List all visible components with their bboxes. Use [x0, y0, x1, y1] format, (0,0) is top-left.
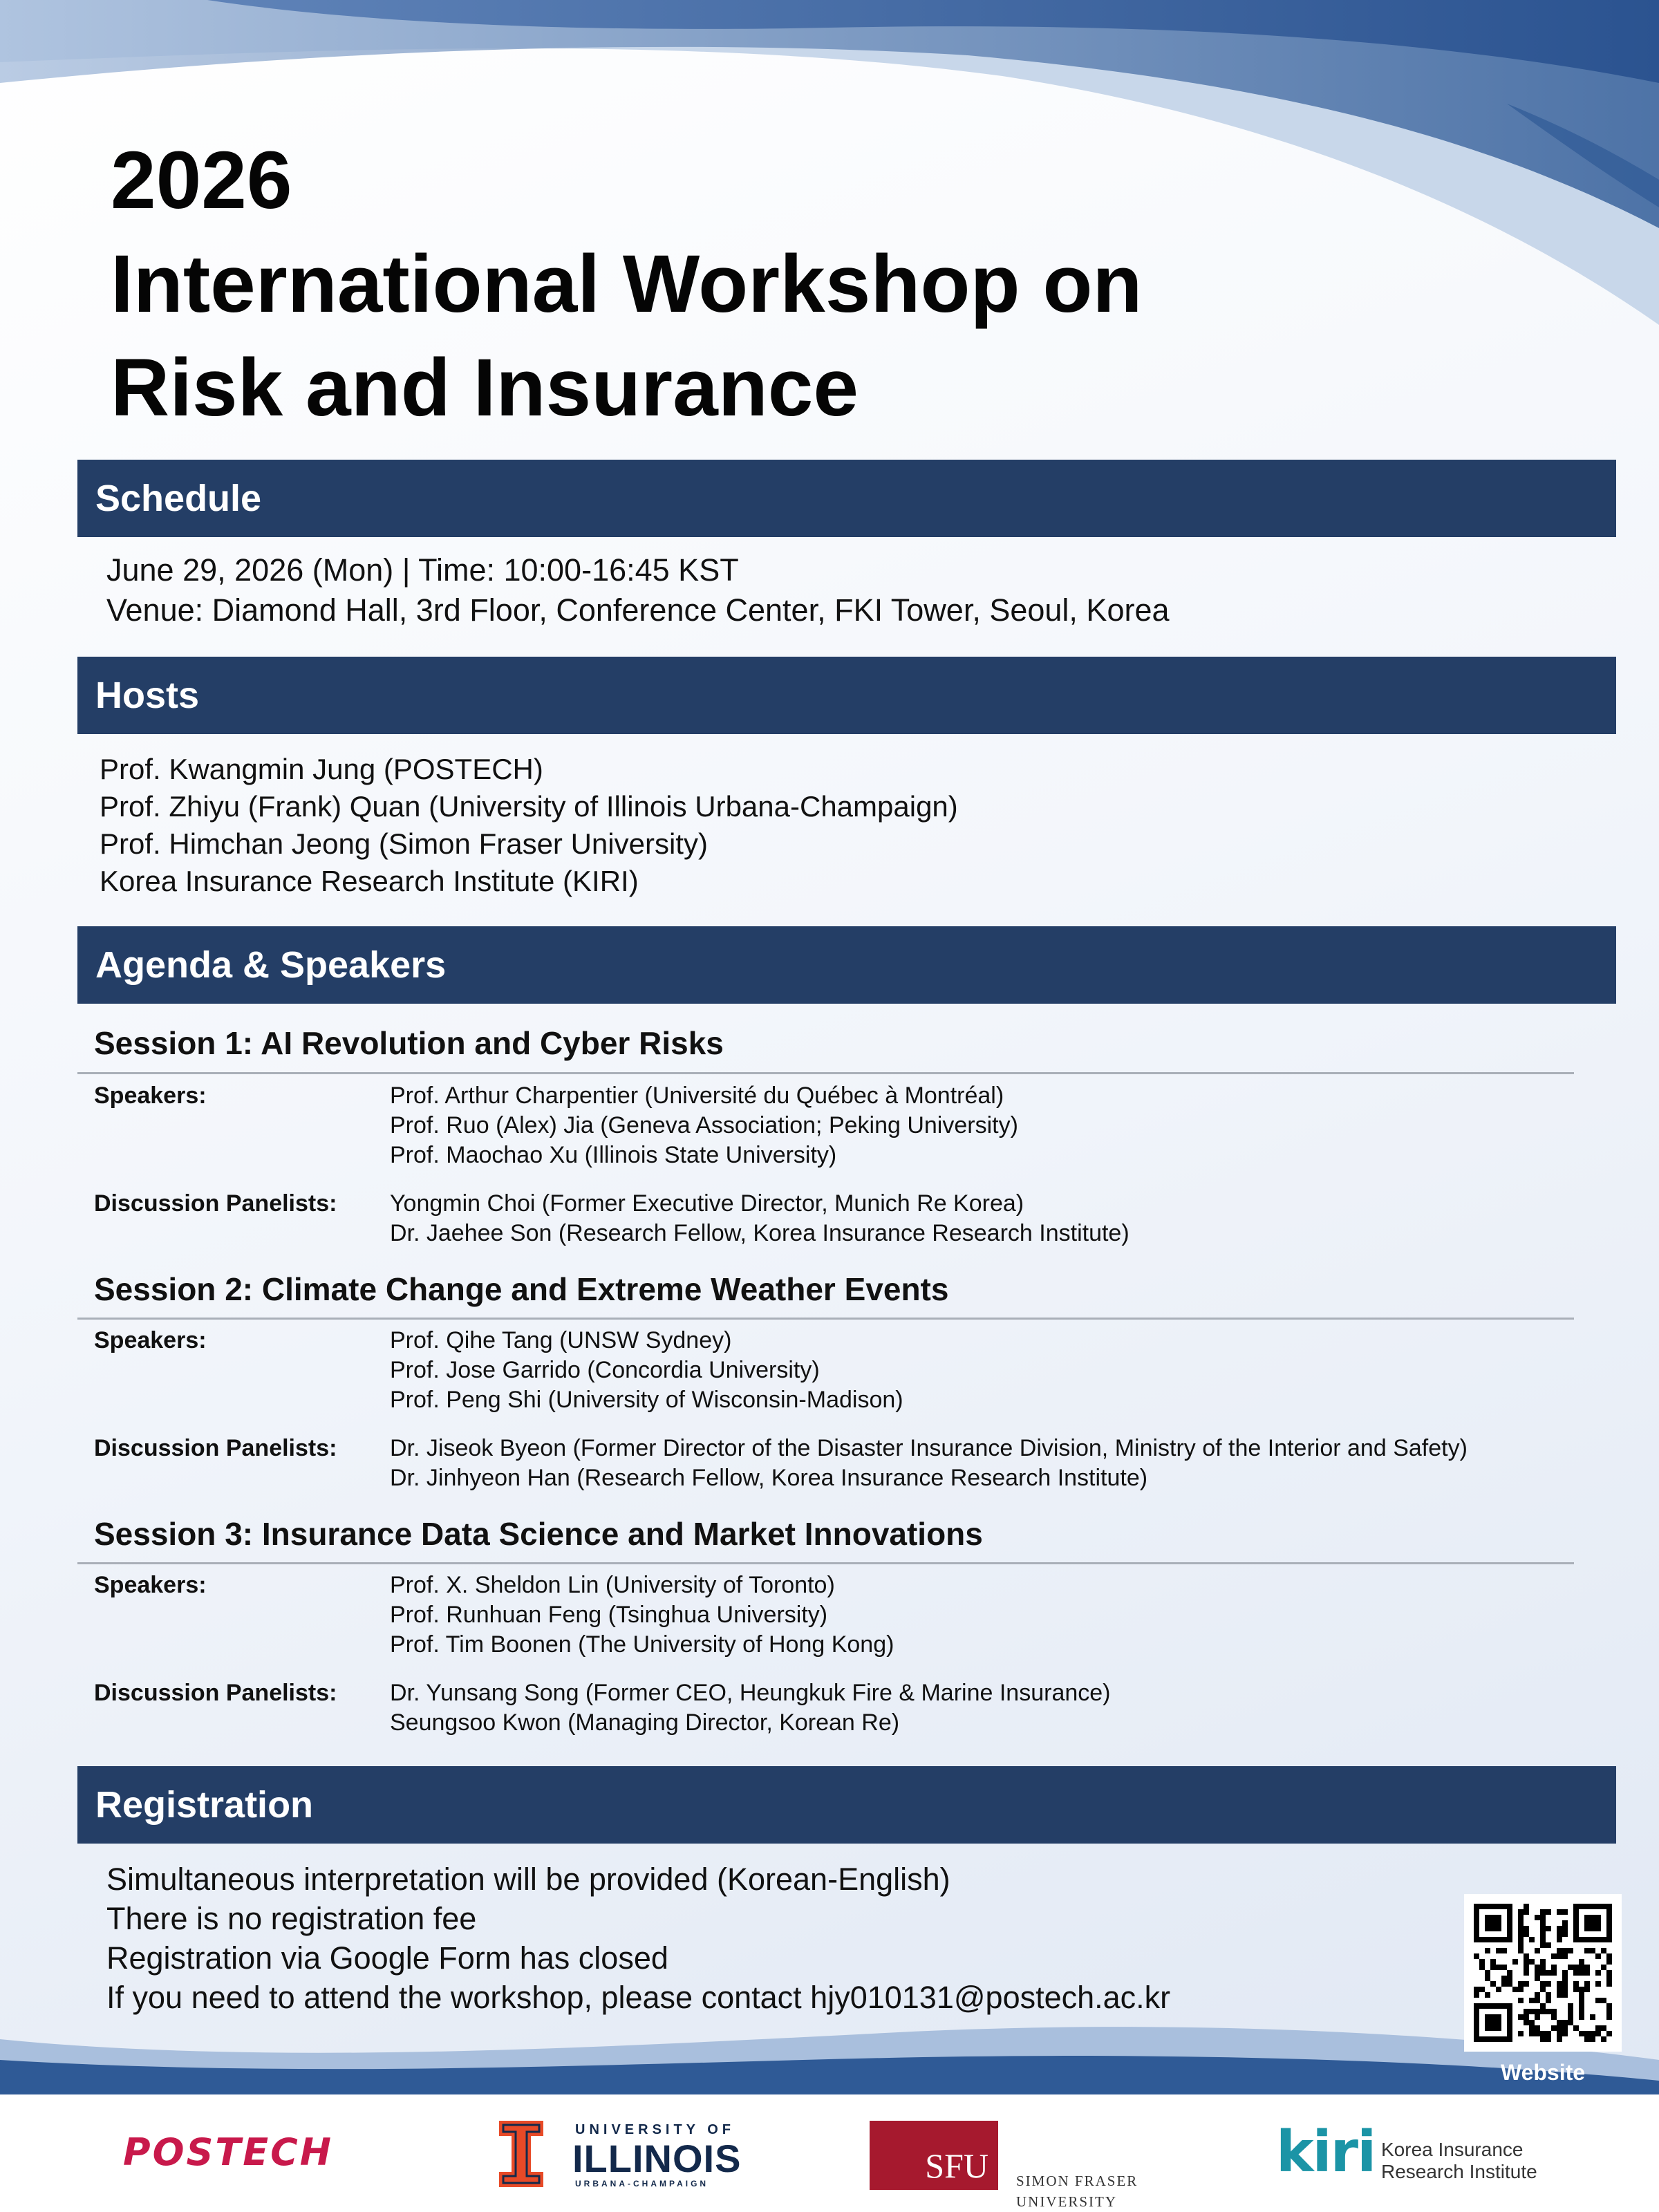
- workshop-title: [111, 129, 1143, 440]
- panelists-label: Discussion Panelists:: [94, 1435, 337, 1461]
- speakers-names: [390, 1081, 1018, 1170]
- speaker: Prof. Tim Boonen (The University of Hong Kong): [390, 1631, 894, 1658]
- host-item: Korea Insurance Research Institute (KIRI): [100, 865, 639, 897]
- sfu-red-block: [870, 2121, 998, 2190]
- session-1-divider: [77, 1072, 1574, 1074]
- postech-logo: POSTECH: [123, 2130, 333, 2174]
- registration-details: [106, 1859, 1170, 2017]
- session-3-title: Session 3: Insurance Data Science and Market Innovations: [94, 1516, 983, 1552]
- speakers-label: Speakers:: [94, 1082, 207, 1109]
- host-item: Prof. Himchan Jeong (Simon Fraser University): [100, 827, 708, 860]
- sfu-short: SFU: [925, 2146, 988, 2185]
- registration-line: Registration via Google Form has closed: [106, 1940, 668, 1976]
- session-1-title: Session 1: AI Revolution and Cyber Risks: [94, 1025, 724, 1061]
- kiri-mark: kiri: [1276, 2119, 1376, 2185]
- panelists-names: [390, 1434, 1468, 1493]
- schedule-venue: Venue: Diamond Hall, 3rd Floor, Conference Center, FKI Tower, Seoul, Korea: [106, 592, 1170, 628]
- session-2-title: Session 2: Climate Change and Extreme Weather Events: [94, 1271, 949, 1307]
- speakers-names: [390, 1571, 894, 1660]
- panelists-names: [390, 1189, 1130, 1248]
- sponsor-logos: [0, 2094, 1659, 2212]
- agenda-heading: Agenda & Speakers: [77, 926, 1616, 1004]
- speaker: Prof. Maochao Xu (Illinois State University): [390, 1142, 837, 1168]
- sfu-name-line: UNIVERSITY: [1016, 2193, 1117, 2210]
- speaker: Prof. Arthur Charpentier (Université du Québec à Montréal): [390, 1082, 1004, 1109]
- sfu-logo: [870, 2121, 1160, 2210]
- speaker: Prof. Jose Garrido (Concordia University): [390, 1357, 820, 1383]
- speaker: Prof. Qihe Tang (UNSW Sydney): [390, 1327, 732, 1353]
- title-year: 2026: [111, 135, 292, 226]
- schedule-date-time: June 29, 2026 (Mon) | Time: 10:00-16:45 KST: [106, 552, 739, 588]
- illinois-university-of: UNIVERSITY OF: [575, 2122, 735, 2137]
- session-2-divider: [77, 1318, 1574, 1320]
- registration-heading: Registration: [77, 1766, 1616, 1844]
- panelist: Dr. Yunsang Song (Former CEO, Heungkuk Fire & Marine Insurance): [390, 1680, 1111, 1706]
- qr-caption: Website: [1500, 2060, 1586, 2085]
- website-qr-code[interactable]: [1464, 1894, 1622, 2052]
- kiri-logo: [1276, 2119, 1566, 2187]
- speaker: Prof. Peng Shi (University of Wisconsin-Madison): [390, 1387, 903, 1413]
- illinois-name: ILLINOIS: [572, 2137, 742, 2180]
- panelist: Dr. Jiseok Byeon (Former Director of the Disaster Insurance Division, Ministry of the Interior and Safety): [390, 1435, 1468, 1461]
- speaker: Prof. X. Sheldon Lin (University of Toronto): [390, 1572, 835, 1598]
- session-3-divider: [77, 1562, 1574, 1564]
- host-item: Prof. Zhiyu (Frank) Quan (University of Illinois Urbana-Champaign): [100, 790, 958, 823]
- illinois-urbana-champaign: URBANA-CHAMPAIGN: [575, 2179, 709, 2188]
- speaker: Prof. Runhuan Feng (Tsinghua University): [390, 1602, 828, 1628]
- sfu-name: [1016, 2171, 1138, 2212]
- kiri-name-line: Korea Insurance: [1381, 2139, 1524, 2160]
- illinois-block-i-icon: [499, 2121, 543, 2187]
- title-line-3: Risk and Insurance: [111, 342, 859, 433]
- panelists-names: [390, 1678, 1111, 1738]
- panelists-label: Discussion Panelists:: [94, 1680, 337, 1706]
- panelist: Seungsoo Kwon (Managing Director, Korean Re): [390, 1709, 900, 1736]
- registration-line: There is no registration fee: [106, 1901, 477, 1936]
- sfu-name-line: SIMON FRASER: [1016, 2173, 1138, 2189]
- schedule-details: [106, 550, 1170, 630]
- schedule-heading: Schedule: [77, 460, 1616, 537]
- panelist: Dr. Jaehee Son (Research Fellow, Korea Insurance Research Institute): [390, 1220, 1130, 1246]
- registration-contact: If you need to attend the workshop, please contact hjy010131@postech.ac.kr: [106, 1980, 1171, 2015]
- hosts-heading: Hosts: [77, 657, 1616, 734]
- speaker: Prof. Ruo (Alex) Jia (Geneva Association; Peking University): [390, 1112, 1018, 1138]
- illinois-logo: [499, 2121, 748, 2190]
- kiri-name: [1381, 2139, 1537, 2183]
- speakers-names: [390, 1326, 903, 1415]
- hosts-list: [100, 751, 958, 900]
- title-line-2: International Workshop on: [111, 238, 1143, 330]
- speakers-label: Speakers:: [94, 1327, 207, 1353]
- speakers-label: Speakers:: [94, 1572, 207, 1598]
- qr-code-icon: [1464, 1894, 1622, 2052]
- registration-line: Simultaneous interpretation will be provided (Korean-English): [106, 1862, 950, 1897]
- host-item: Prof. Kwangmin Jung (POSTECH): [100, 753, 543, 785]
- panelist: Yongmin Choi (Former Executive Director, Munich Re Korea): [390, 1190, 1024, 1217]
- kiri-name-line: Research Institute: [1381, 2161, 1537, 2182]
- panelists-label: Discussion Panelists:: [94, 1190, 337, 1217]
- panelist: Dr. Jinhyeon Han (Research Fellow, Korea Insurance Research Institute): [390, 1465, 1148, 1491]
